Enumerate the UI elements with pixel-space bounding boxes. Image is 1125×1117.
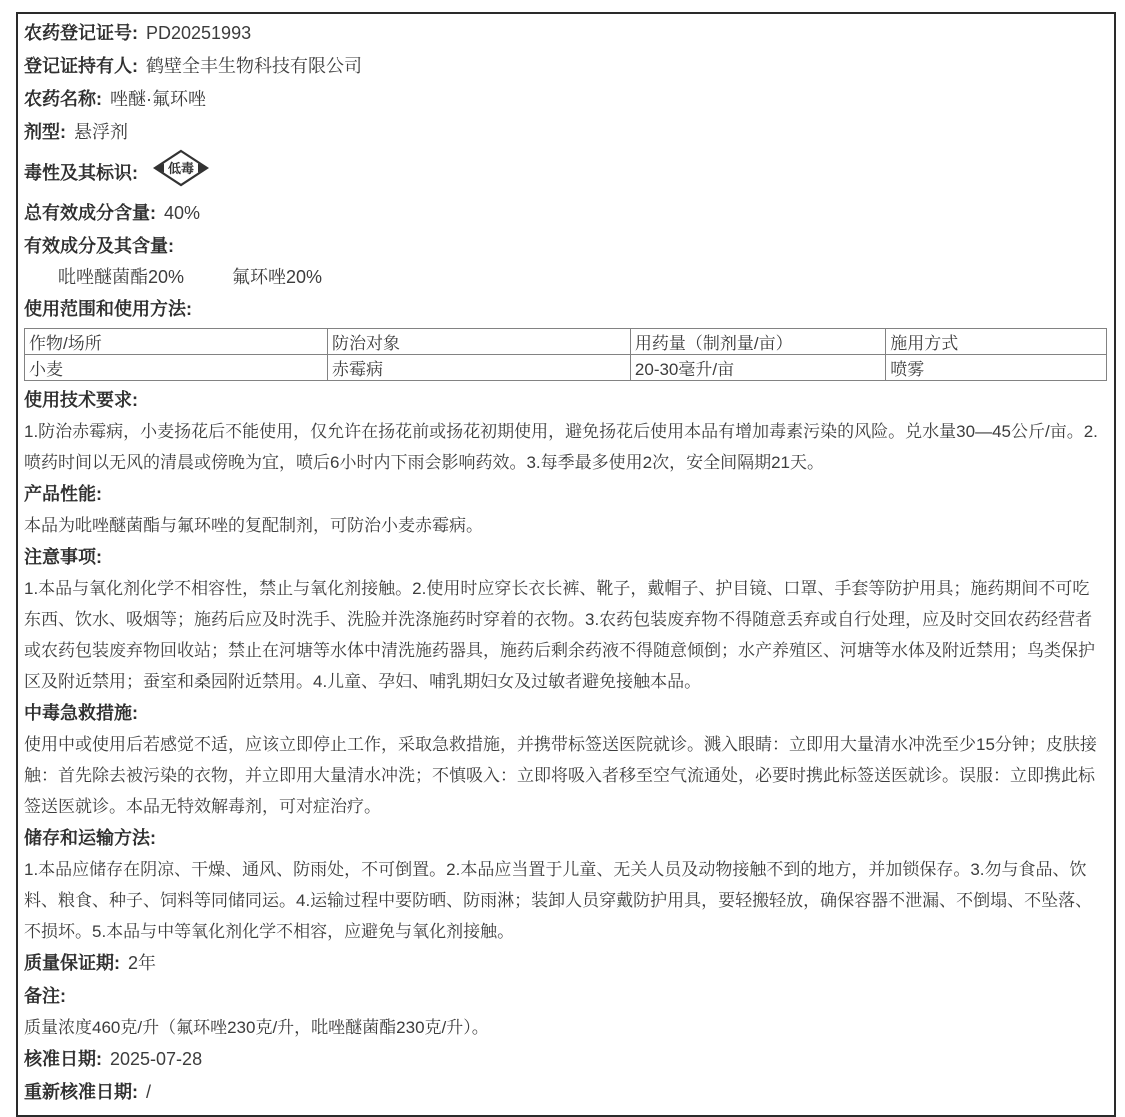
first-aid-text: 使用中或使用后若感觉不适，应该立即停止工作，采取急救措施，并携带标签送医院就诊。溅入眼睛：立即用大量清水冲洗至少15分钟；皮肤接触：首先除去被污染的衣物，并立即用大量清水冲洗；不慎吸入：立即将吸入者移至空气流通处，必要时携此标签送医就诊。误服：立即携此标签送医就诊。本品无特效解毒剂，可对症治疗。: [24, 735, 1097, 816]
usage-cell-crop: 小麦: [25, 355, 328, 381]
ingredient-item: 氟环唑20%: [232, 267, 323, 287]
field-label: 登记证持有人:: [24, 56, 138, 76]
field-value: PD20251993: [146, 23, 252, 43]
field-pesticide-name: [24, 83, 1106, 116]
field-label: 重新核准日期:: [24, 1082, 138, 1102]
usage-col-header-crop: 作物/场所: [25, 329, 328, 355]
usage-cell-target: 赤霉病: [327, 355, 630, 381]
field-label: 核准日期:: [24, 1049, 102, 1069]
product-performance-text: 本品为吡唑醚菌酯与氟环唑的复配制剂，可防治小麦赤霉病。: [24, 516, 483, 535]
usage-table-header-row: [25, 329, 1107, 355]
section-title-precautions: 注意事项:: [24, 547, 102, 567]
field-value: 鹤壁全丰生物科技有限公司: [146, 56, 362, 76]
section-title-product-performance: 产品性能:: [24, 484, 102, 504]
ingredient-item: 吡唑醚菌酯20%: [58, 267, 185, 287]
pesticide-registration-document: [16, 12, 1116, 1117]
active-ingredients-line: [24, 262, 1106, 293]
field-value: 40%: [164, 203, 201, 223]
section-title-tech-requirements: 使用技术要求:: [24, 390, 138, 410]
usage-col-header-method: 施用方式: [886, 329, 1107, 355]
field-label: 质量保证期:: [24, 953, 120, 973]
usage-col-header-dosage: 用药量（制剂量/亩）: [630, 329, 885, 355]
field-value: 2年: [128, 953, 157, 973]
usage-table: [24, 328, 1107, 381]
field-value: 悬浮剂: [74, 122, 128, 142]
precautions-text: 1.本品与氧化剂化学不相容性，禁止与氧化剂接触。2.使用时应穿长衣长裤、靴子，戴帽子、护目镜、口罩、手套等防护用具；施药期间不可吃东西、饮水、吸烟等；施药后应及时洗手、洗脸并洗涤施药时穿着的衣物。3.农药包装废弃物不得随意丢弃或自行处理，应及时交回农药经营者或农药包装废弃物回收站；禁止在河塘等水体中清洗施药器具，施药后剩余药液不得随意倾倒；水产养殖区、河塘等水体及附近禁用；鸟类保护区及附近禁用；蚕室和桑园附近禁用。4.儿童、孕妇、哺乳期妇女及过敏者避免接触本品。: [24, 579, 1095, 691]
field-value: /: [146, 1082, 152, 1102]
field-re-approval-date: [24, 1076, 1106, 1109]
field-toxicity: [24, 149, 1106, 197]
section-title-storage-transport: 储存和运输方法:: [24, 828, 156, 848]
section-title-first-aid: 中毒急救措施:: [24, 703, 138, 723]
field-warranty-period: [24, 947, 1106, 980]
tech-requirements-text: 1.防治赤霉病，小麦扬花后不能使用，仅允许在扬花前或扬花初期使用，避免扬花后使用本品有增加毒素污染的风险。兑水量30—45公斤/亩。2.喷药时间以无风的清晨或傍晚为宜，喷后6小时内下雨会影响药效。3.每季最多使用2次，安全间隔期21天。: [24, 422, 1098, 472]
field-value: 唑醚·氟环唑: [110, 89, 206, 109]
field-label: 剂型:: [24, 122, 66, 142]
section-title-remarks: 备注:: [24, 986, 66, 1006]
remarks-text: 质量浓度460克/升（氟环唑230克/升，吡唑醚菌酯230克/升）。: [24, 1018, 489, 1037]
field-registration-number: [24, 17, 1106, 50]
section-title-active-ingredients: 有效成分及其含量:: [24, 236, 174, 256]
field-label: 农药登记证号:: [24, 23, 138, 43]
storage-transport-text: 1.本品应储存在阴凉、干燥、通风、防雨处，不可倒置。2.本品应当置于儿童、无关人员及动物接触不到的地方，并加锁保存。3.勿与食品、饮料、粮食、种子、饲料等同储同运。4.运输过程中要防晒、防雨淋；装卸人员穿戴防护用具，要轻搬轻放，确保容器不泄漏、不倒塌、不坠落、不损坏。5.本品与中等氧化剂化学不相容，应避免与氧化剂接触。: [24, 860, 1093, 941]
usage-col-header-target: 防治对象: [327, 329, 630, 355]
field-formulation: [24, 116, 1106, 149]
field-approval-date: [24, 1043, 1106, 1076]
field-label: 总有效成分含量:: [24, 203, 156, 223]
usage-table-data-row: [25, 355, 1107, 381]
field-certificate-holder: [24, 50, 1106, 83]
field-value: 2025-07-28: [110, 1049, 203, 1069]
field-label: 农药名称:: [24, 89, 102, 109]
usage-cell-dosage: 20-30毫升/亩: [630, 355, 885, 381]
low-toxicity-label: 低毒: [167, 160, 195, 176]
field-total-active-content: [24, 197, 1106, 230]
section-title-usage-scope: 使用范围和使用方法:: [24, 299, 192, 319]
usage-cell-method: 喷雾: [886, 355, 1107, 381]
low-toxicity-diamond-icon: [152, 148, 210, 199]
field-label: 毒性及其标识:: [24, 163, 138, 183]
